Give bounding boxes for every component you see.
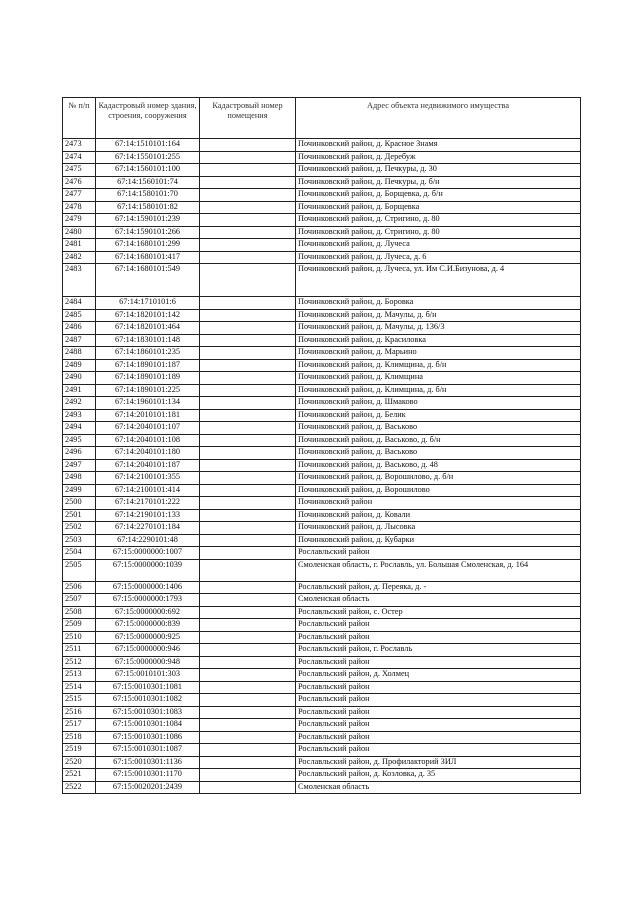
row-building-cadastral: 67:14:1590101:239 [96,214,200,227]
row-number: 2488 [63,347,96,360]
row-building-cadastral: 67:14:2040101:107 [96,422,200,435]
table-header-row [63,98,581,139]
table-row [63,706,581,719]
row-number: 2482 [63,251,96,264]
row-building-cadastral: 67:14:1590101:266 [96,226,200,239]
row-address: Починковский район, д. Климщина, д. б/н [296,359,581,372]
row-address: Починковский район, д. Мачулы, д. б/н [296,309,581,322]
table-row [63,756,581,769]
row-number: 2507 [63,594,96,607]
row-number: 2506 [63,581,96,594]
row-room-cadastral [200,397,296,410]
row-address: Смоленская область [296,781,581,794]
row-number: 2499 [63,484,96,497]
row-number: 2502 [63,522,96,535]
row-room-cadastral [200,606,296,619]
row-number: 2510 [63,631,96,644]
row-building-cadastral: 67:14:2100101:414 [96,484,200,497]
row-building-cadastral: 67:15:0000000:1007 [96,547,200,560]
row-address: Починковский район, д. Борщевка, д. б/н [296,189,581,202]
table-row [63,297,581,310]
row-room-cadastral [200,472,296,485]
table-row [63,322,581,335]
row-building-cadastral: 67:14:2010101:181 [96,409,200,422]
row-building-cadastral: 67:14:2040101:108 [96,434,200,447]
row-address: Починковский район, д. Мачулы, д. 136/3 [296,322,581,335]
table-row [63,769,581,782]
table-row [63,581,581,594]
row-room-cadastral [200,214,296,227]
row-number: 2479 [63,214,96,227]
table-row [63,251,581,264]
row-building-cadastral: 67:14:2100101:355 [96,472,200,485]
row-address: Рославльский район [296,706,581,719]
row-address: Рославльский район, д. Холмец [296,669,581,682]
row-room-cadastral [200,226,296,239]
row-room-cadastral [200,201,296,214]
table-row [63,681,581,694]
row-room-cadastral [200,731,296,744]
row-room-cadastral [200,422,296,435]
table-row [63,359,581,372]
table-row [63,719,581,732]
cadastral-table [62,97,581,794]
row-number: 2480 [63,226,96,239]
row-room-cadastral [200,139,296,152]
row-room-cadastral [200,151,296,164]
table-row [63,334,581,347]
row-number: 2509 [63,619,96,632]
table-row [63,139,581,152]
table-body [63,139,581,794]
row-building-cadastral: 67:15:0000000:692 [96,606,200,619]
row-building-cadastral: 67:14:2290101:48 [96,534,200,547]
row-address: Починковский район, д. Кубарки [296,534,581,547]
table-row [63,631,581,644]
row-room-cadastral [200,239,296,252]
row-address: Починковский район, д. Васьково [296,447,581,460]
table-row [63,522,581,535]
row-room-cadastral [200,534,296,547]
table-row [63,731,581,744]
row-number: 2489 [63,359,96,372]
row-room-cadastral [200,522,296,535]
header-address: Адрес объекта недвижимого имущества [296,98,581,139]
table-row [63,201,581,214]
table-row [63,594,581,607]
row-room-cadastral [200,359,296,372]
row-building-cadastral: 67:14:2190101:133 [96,509,200,522]
row-address: Починковский район, д. Ковали [296,509,581,522]
row-room-cadastral [200,251,296,264]
table-row [63,606,581,619]
row-room-cadastral [200,297,296,310]
row-building-cadastral: 67:14:1820101:142 [96,309,200,322]
row-building-cadastral: 67:15:0010301:1082 [96,694,200,707]
row-number: 2500 [63,497,96,510]
row-room-cadastral [200,744,296,757]
row-building-cadastral: 67:14:2040101:180 [96,447,200,460]
table-row [63,744,581,757]
row-number: 2487 [63,334,96,347]
table-row [63,534,581,547]
row-address: Починковский район, д. Шмаково [296,397,581,410]
row-address: Рославльский район [296,547,581,560]
table-row [63,434,581,447]
row-address: Рославльский район, г. Рославль [296,644,581,657]
row-number: 2496 [63,447,96,460]
table-row [63,656,581,669]
row-number: 2519 [63,744,96,757]
row-number: 2492 [63,397,96,410]
row-room-cadastral [200,447,296,460]
row-building-cadastral: 67:14:1550101:255 [96,151,200,164]
table-row [63,409,581,422]
row-number: 2474 [63,151,96,164]
table-row [63,459,581,472]
row-number: 2491 [63,384,96,397]
row-room-cadastral [200,334,296,347]
row-address: Починковский район, д. Климщина [296,372,581,385]
table-row [63,644,581,657]
header-building-cadastral: Кадастровый номер здания, строения, сооружения [96,98,200,139]
row-building-cadastral: 67:14:1560101:74 [96,176,200,189]
row-building-cadastral: 67:14:1680101:417 [96,251,200,264]
row-address: Рославльский район [296,681,581,694]
table-row [63,422,581,435]
row-address: Починковский район, д. Красное Знамя [296,139,581,152]
row-number: 2518 [63,731,96,744]
row-address: Рославльский район, д. Профилакторий ЗИЛ [296,756,581,769]
row-number: 2511 [63,644,96,657]
row-building-cadastral: 67:15:0010301:1081 [96,681,200,694]
row-address: Починковский район, д. Боровка [296,297,581,310]
row-number: 2498 [63,472,96,485]
row-building-cadastral: 67:15:0010301:1083 [96,706,200,719]
row-number: 2477 [63,189,96,202]
row-address: Починковский район [296,497,581,510]
table-row [63,176,581,189]
row-address: Починковский район, д. Стригино, д. 80 [296,226,581,239]
row-address: Починковский район, д. Лучеса [296,239,581,252]
row-room-cadastral [200,581,296,594]
table-row [63,484,581,497]
row-room-cadastral [200,681,296,694]
row-room-cadastral [200,509,296,522]
row-building-cadastral: 67:14:1710101:6 [96,297,200,310]
row-number: 2484 [63,297,96,310]
row-room-cadastral [200,547,296,560]
row-address: Рославльский район, д. Козловка, д. 35 [296,769,581,782]
row-building-cadastral: 67:14:1890101:187 [96,359,200,372]
row-address: Починковский район, д. Деребуж [296,151,581,164]
row-address: Починковский район, д. Борщевка [296,201,581,214]
row-room-cadastral [200,176,296,189]
row-number: 2520 [63,756,96,769]
row-address: Рославльский район [296,719,581,732]
table-row [63,447,581,460]
row-number: 2486 [63,322,96,335]
table-row [63,694,581,707]
row-building-cadastral: 67:15:0010301:1136 [96,756,200,769]
row-number: 2504 [63,547,96,560]
row-number: 2512 [63,656,96,669]
row-building-cadastral: 67:14:1680101:299 [96,239,200,252]
row-room-cadastral [200,594,296,607]
row-address: Починковский район, д. Ворошилово, д. б/н [296,472,581,485]
row-building-cadastral: 67:14:1830101:148 [96,334,200,347]
row-building-cadastral: 67:15:0010301:1086 [96,731,200,744]
row-number: 2501 [63,509,96,522]
row-number: 2513 [63,669,96,682]
row-room-cadastral [200,694,296,707]
row-number: 2503 [63,534,96,547]
row-number: 2490 [63,372,96,385]
row-room-cadastral [200,497,296,510]
row-room-cadastral [200,164,296,177]
table-row [63,384,581,397]
row-building-cadastral: 67:15:0010101:303 [96,669,200,682]
row-address: Починковский район, д. Климщина, д. б/н [296,384,581,397]
row-address: Рославльский район [296,731,581,744]
table-row [63,509,581,522]
row-address: Починковский район, д. Васьково, д. 48 [296,459,581,472]
table-row [63,309,581,322]
row-building-cadastral: 67:14:2270101:184 [96,522,200,535]
row-building-cadastral: 67:15:0000000:1039 [96,559,200,581]
table-row [63,264,581,297]
row-room-cadastral [200,756,296,769]
row-number: 2516 [63,706,96,719]
row-building-cadastral: 67:15:0020201:2439 [96,781,200,794]
row-number: 2497 [63,459,96,472]
table-row [63,619,581,632]
row-room-cadastral [200,434,296,447]
row-address: Починковский район, д. Ворошилово [296,484,581,497]
row-room-cadastral [200,781,296,794]
row-address: Починковский район, д. Лучеса, д. 6 [296,251,581,264]
table-row [63,214,581,227]
row-building-cadastral: 67:15:0000000:1406 [96,581,200,594]
row-room-cadastral [200,384,296,397]
row-building-cadastral: 67:14:1580101:70 [96,189,200,202]
row-room-cadastral [200,719,296,732]
row-number: 2485 [63,309,96,322]
row-building-cadastral: 67:14:2040101:187 [96,459,200,472]
table-row [63,497,581,510]
row-building-cadastral: 67:15:0000000:946 [96,644,200,657]
row-room-cadastral [200,409,296,422]
row-building-cadastral: 67:14:1510101:164 [96,139,200,152]
row-number: 2515 [63,694,96,707]
row-address: Починковский район, д. Белик [296,409,581,422]
table-row [63,669,581,682]
row-address: Починковский район, д. Марьино [296,347,581,360]
row-building-cadastral: 67:15:0010301:1084 [96,719,200,732]
table-row [63,372,581,385]
row-building-cadastral: 67:14:1560101:100 [96,164,200,177]
row-room-cadastral [200,656,296,669]
row-building-cadastral: 67:15:0000000:839 [96,619,200,632]
table-row [63,347,581,360]
row-address: Рославльский район, с. Остер [296,606,581,619]
row-number: 2476 [63,176,96,189]
row-address: Рославльский район [296,694,581,707]
table-row [63,397,581,410]
row-number: 2473 [63,139,96,152]
row-address: Рославльский район [296,619,581,632]
row-address: Починковский район, д. Стригино, д. 80 [296,214,581,227]
row-room-cadastral [200,631,296,644]
row-number: 2505 [63,559,96,581]
row-address: Починковский район, д. Печкуры, д. б/н [296,176,581,189]
row-room-cadastral [200,322,296,335]
row-number: 2475 [63,164,96,177]
row-number: 2522 [63,781,96,794]
row-address: Починковский район, д. Лучеса, ул. Им С.И.Бизунова, д. 4 [296,264,581,297]
row-number: 2514 [63,681,96,694]
row-building-cadastral: 67:15:0000000:948 [96,656,200,669]
row-room-cadastral [200,189,296,202]
row-building-cadastral: 67:14:1860101:235 [96,347,200,360]
row-building-cadastral: 67:15:0000000:925 [96,631,200,644]
row-room-cadastral [200,559,296,581]
row-number: 2494 [63,422,96,435]
row-building-cadastral: 67:14:1680101:549 [96,264,200,297]
row-address: Починковский район, д. Васьково, д. б/н [296,434,581,447]
row-building-cadastral: 67:14:1890101:225 [96,384,200,397]
row-number: 2495 [63,434,96,447]
row-room-cadastral [200,459,296,472]
row-address: Смоленская область [296,594,581,607]
row-room-cadastral [200,372,296,385]
row-room-cadastral [200,309,296,322]
row-number: 2493 [63,409,96,422]
row-building-cadastral: 67:15:0000000:1793 [96,594,200,607]
row-building-cadastral: 67:15:0010301:1087 [96,744,200,757]
row-building-cadastral: 67:15:0010301:1170 [96,769,200,782]
table-row [63,189,581,202]
table-row [63,239,581,252]
row-room-cadastral [200,669,296,682]
row-building-cadastral: 67:14:1960101:134 [96,397,200,410]
row-building-cadastral: 67:14:1890101:189 [96,372,200,385]
row-building-cadastral: 67:14:1580101:82 [96,201,200,214]
row-number: 2517 [63,719,96,732]
table-row [63,164,581,177]
row-address: Починковский район, д. Печкуры, д. 30 [296,164,581,177]
table-row [63,472,581,485]
header-num: № п/п [63,98,96,139]
row-room-cadastral [200,264,296,297]
row-room-cadastral [200,644,296,657]
row-address: Рославльский район [296,656,581,669]
row-address: Починковский район, д. Красиловка [296,334,581,347]
row-room-cadastral [200,619,296,632]
row-address: Починковский район, д. Васьково [296,422,581,435]
header-room-cadastral: Кадастровый номер помещения [200,98,296,139]
table-row [63,559,581,581]
row-room-cadastral [200,769,296,782]
table-row [63,151,581,164]
row-address: Рославльский район [296,631,581,644]
row-building-cadastral: 67:14:2170101:222 [96,497,200,510]
row-number: 2521 [63,769,96,782]
row-room-cadastral [200,706,296,719]
row-address: Рославльский район, д. Переяка, д. - [296,581,581,594]
row-building-cadastral: 67:14:1820101:464 [96,322,200,335]
table-row [63,781,581,794]
table-row [63,547,581,560]
row-room-cadastral [200,347,296,360]
row-address: Смоленская область, г. Рославль, ул. Большая Смоленская, д. 164 [296,559,581,581]
row-number: 2481 [63,239,96,252]
row-room-cadastral [200,484,296,497]
row-number: 2478 [63,201,96,214]
table-row [63,226,581,239]
row-number: 2483 [63,264,96,297]
row-number: 2508 [63,606,96,619]
row-address: Рославльский район [296,744,581,757]
row-address: Починковский район, д. Лысовка [296,522,581,535]
